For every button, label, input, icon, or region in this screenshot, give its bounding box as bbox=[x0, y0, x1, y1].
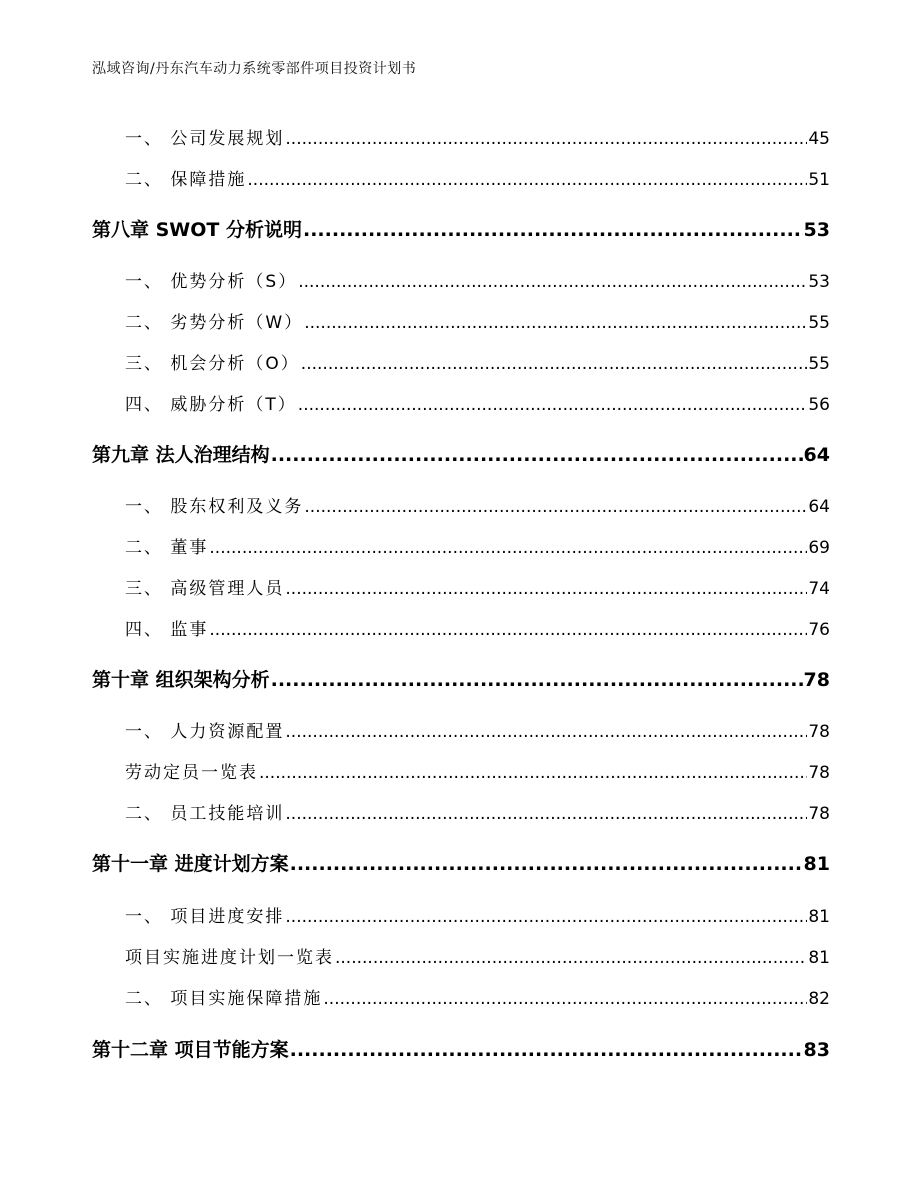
toc-entry-label: 四、 监事 bbox=[125, 620, 209, 640]
toc-entry-label: 四、 威胁分析（T） bbox=[125, 395, 297, 415]
dot-leader bbox=[285, 804, 807, 824]
dot-leader bbox=[285, 722, 807, 742]
toc-entry[interactable] bbox=[92, 943, 830, 968]
toc-entry-label: 二、 保障措施 bbox=[125, 170, 247, 190]
toc-entry-page: 56 bbox=[808, 395, 830, 415]
dot-leader bbox=[303, 219, 803, 241]
toc-entry[interactable] bbox=[92, 390, 830, 415]
toc-entry-page: 69 bbox=[808, 538, 830, 558]
toc-entry-label: 三、 高级管理人员 bbox=[125, 579, 285, 599]
toc-entry[interactable] bbox=[92, 758, 830, 783]
toc-entry-label: 一、 股东权利及义务 bbox=[125, 497, 304, 517]
toc-entry-page: 78 bbox=[808, 763, 830, 783]
running-header: 泓域咨询/丹东汽车动力系统零部件项目投资计划书 bbox=[92, 61, 417, 77]
toc-entry-page: 81 bbox=[803, 853, 830, 875]
toc-entry-label: 一、 人力资源配置 bbox=[125, 722, 285, 742]
toc-entry[interactable] bbox=[92, 124, 830, 149]
toc-entry-page: 78 bbox=[803, 669, 830, 691]
dot-leader bbox=[290, 853, 803, 875]
dot-leader bbox=[290, 1039, 803, 1061]
toc-chapter-entry[interactable] bbox=[92, 215, 830, 242]
toc-entry-page: 81 bbox=[808, 907, 830, 927]
toc-entry-page: 64 bbox=[803, 444, 830, 466]
toc-entry-label: 一、 项目进度安排 bbox=[125, 907, 285, 927]
dot-leader bbox=[304, 313, 807, 333]
toc-entry-label: 第十二章 项目节能方案 bbox=[92, 1039, 289, 1061]
dot-leader bbox=[271, 444, 803, 466]
toc-entry-label: 第八章 SWOT 分析说明 bbox=[92, 219, 302, 241]
toc-entry[interactable] bbox=[92, 533, 830, 558]
toc-entry[interactable] bbox=[92, 267, 830, 292]
toc-entry-page: 51 bbox=[808, 170, 830, 190]
toc-entry-page: 78 bbox=[808, 804, 830, 824]
dot-leader bbox=[285, 129, 807, 149]
dot-leader bbox=[209, 538, 807, 558]
dot-leader bbox=[301, 354, 808, 374]
toc-entry-label: 二、 项目实施保障措施 bbox=[125, 989, 323, 1009]
dot-leader bbox=[304, 497, 807, 517]
toc-entry-label: 二、 员工技能培训 bbox=[125, 804, 285, 824]
toc-chapter-entry[interactable] bbox=[92, 440, 830, 467]
toc-entry-label: 二、 劣势分析（W） bbox=[125, 313, 304, 333]
toc-entry-page: 53 bbox=[808, 272, 830, 292]
toc-entry-label: 第九章 法人治理结构 bbox=[92, 444, 270, 466]
dot-leader bbox=[335, 948, 807, 968]
toc-entry-label: 第十章 组织架构分析 bbox=[92, 669, 270, 691]
toc-entry-label: 二、 董事 bbox=[125, 538, 209, 558]
dot-leader bbox=[259, 763, 807, 783]
toc-entry-page: 55 bbox=[808, 354, 830, 374]
toc-chapter-entry[interactable] bbox=[92, 665, 830, 692]
toc-entry-page: 64 bbox=[808, 497, 830, 517]
dot-leader bbox=[323, 989, 807, 1009]
toc-entry-page: 76 bbox=[808, 620, 830, 640]
toc-entry[interactable] bbox=[92, 492, 830, 517]
toc-entry-label: 第十一章 进度计划方案 bbox=[92, 853, 289, 875]
dot-leader bbox=[285, 907, 807, 927]
toc-entry-label: 一、 优势分析（S） bbox=[125, 272, 298, 292]
toc-entry-page: 55 bbox=[808, 313, 830, 333]
toc-entry[interactable] bbox=[92, 574, 830, 599]
toc-entry-label: 劳动定员一览表 bbox=[125, 763, 258, 783]
toc-entry[interactable] bbox=[92, 984, 830, 1009]
toc-entry-label: 三、 机会分析（O） bbox=[125, 354, 300, 374]
toc-chapter-entry[interactable] bbox=[92, 1035, 830, 1062]
dot-leader bbox=[298, 272, 807, 292]
dot-leader bbox=[271, 669, 803, 691]
toc-entry[interactable] bbox=[92, 349, 830, 374]
toc-entry-page: 45 bbox=[808, 129, 830, 149]
toc-entry-label: 一、 公司发展规划 bbox=[125, 129, 285, 149]
dot-leader bbox=[298, 395, 808, 415]
toc-entry-page: 53 bbox=[803, 219, 830, 241]
toc-chapter-entry[interactable] bbox=[92, 849, 830, 876]
toc-entry[interactable] bbox=[92, 799, 830, 824]
toc-entry[interactable] bbox=[92, 308, 830, 333]
toc-entry-page: 74 bbox=[808, 579, 830, 599]
toc-entry[interactable] bbox=[92, 165, 830, 190]
toc-entry[interactable] bbox=[92, 615, 830, 640]
toc-entry-label: 项目实施进度计划一览表 bbox=[125, 948, 334, 968]
dot-leader bbox=[209, 620, 807, 640]
toc-entry-page: 78 bbox=[808, 722, 830, 742]
toc-entry[interactable] bbox=[92, 717, 830, 742]
toc-entry-page: 82 bbox=[808, 989, 830, 1009]
dot-leader bbox=[285, 579, 807, 599]
toc-entry-page: 81 bbox=[808, 948, 830, 968]
toc-entry-page: 83 bbox=[803, 1039, 830, 1061]
toc-entry[interactable] bbox=[92, 902, 830, 927]
dot-leader bbox=[247, 170, 807, 190]
